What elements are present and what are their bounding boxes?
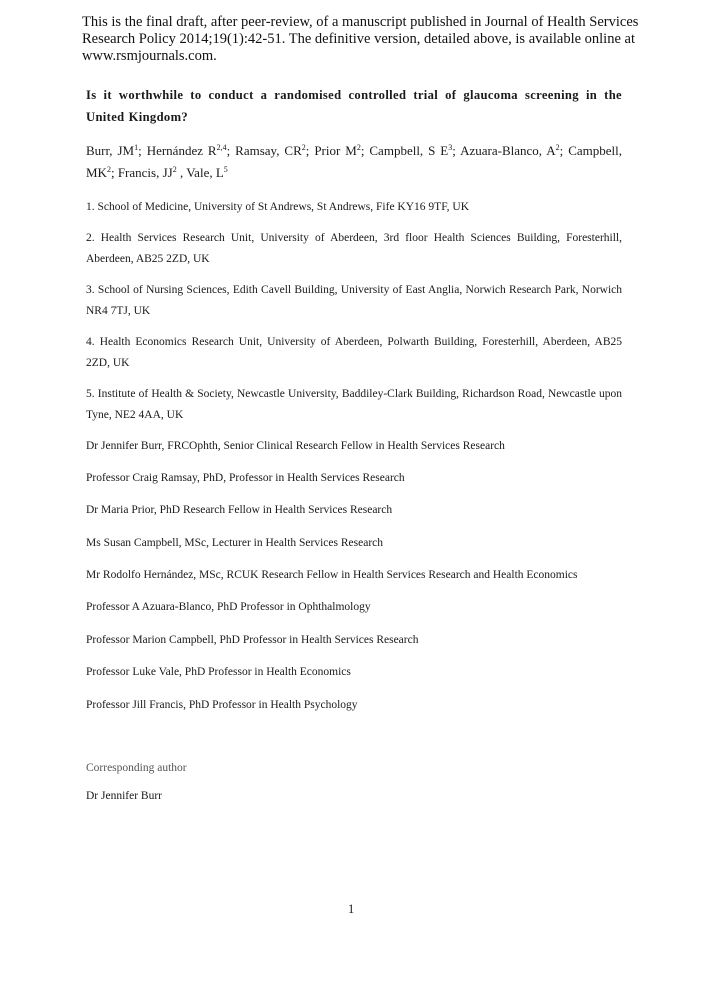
author-separator: ; [110,165,118,180]
author-separator: ; [559,143,569,158]
author-name: Vale, L [186,165,224,180]
author-credential: Ms Susan Campbell, MSc, Lecturer in Health Services Research [86,536,384,549]
author-affiliation-marker: 5 [223,165,228,174]
author-list [86,140,622,184]
page-number: 1 [348,902,355,916]
author-name: Francis, JJ [117,165,173,180]
author-name: Azuara-Blanco, A [460,143,556,158]
author-credential: Mr Rodolfo Hernández, MSc, RCUK Research Fellow in Health Services Research and Health Economics [86,569,578,582]
affiliation-list [86,197,622,427]
author-name: Campbell, S E [369,143,449,158]
manuscript-body [86,84,622,730]
author-separator: , [176,165,187,180]
author-affiliation-marker: 2 [356,143,361,152]
affiliation-item: 1. School of Medicine, University of St Andrews, St Andrews, Fife KY16 9TF, UK [86,201,470,213]
author-affiliation-marker: 1 [134,143,139,152]
author-affiliation-marker: 2,4 [216,143,227,152]
affiliation-item: 3. School of Nursing Sciences, Edith Cavell Building, University of East Anglia, Norwich Research Park, Norwich NR4 7TJ, UK [86,283,622,317]
author-credential: Dr Jennifer Burr, FRCOphth, Senior Clinical Research Fellow in Health Services Research [86,439,505,452]
author-affiliation-marker: 2 [555,143,560,152]
affiliation-item: 4. Health Economics Research Unit, University of Aberdeen, Polwarth Building, Foresterhill, Aberdeen, AB25 2ZD, UK [86,335,622,369]
author-name: Prior M [314,143,357,158]
author-credential: Dr Maria Prior, PhD Research Fellow in Health Services Research [86,504,393,517]
author-separator: ; [452,143,461,158]
affiliation-item: 5. Institute of Health & Society, Newcastle University, Baddiley-Clark Building, Richardson Road, Newcastle upon Tyne, NE2 4AA, UK [86,387,622,421]
affiliation-item: 2. Health Services Research Unit, University of Aberdeen, 3rd floor Health Sciences Building, Foresterhill, Aberdeen, AB25 2ZD, UK [86,231,622,265]
author-name: Campbell, MK [86,143,622,180]
author-affiliation-marker: 2 [106,165,111,174]
author-name: Burr, JM [86,143,135,158]
author-name: Ramsay, CR [235,143,302,158]
author-credential: Professor A Azuara-Blanco, PhD Professor in Ophthalmology [86,601,371,614]
author-affiliation-marker: 2 [301,143,306,152]
author-credentials-list [86,439,622,712]
author-separator: ; [360,143,370,158]
author-separator: ; [305,143,315,158]
author-credential: Professor Marion Campbell, PhD Professor in Health Services Research [86,633,419,646]
corresponding-author-label: Corresponding author [86,762,187,774]
paper-title: Is it worthwhile to conduct a randomised controlled trial of glaucoma screening in the United Kingdom? [86,88,622,124]
author-credential: Professor Luke Vale, PhD Professor in Health Economics [86,666,351,679]
author-separator: ; [138,143,147,158]
author-credential: Professor Jill Francis, PhD Professor in Health Psychology [86,698,358,711]
author-affiliation-marker: 3 [448,143,453,152]
author-separator: ; [226,143,236,158]
publication-notice: This is the final draft, after peer-review, of a manuscript published in Journal of Health Services Research Policy 2014;19(1):42-51. The definitive version, detailed above, is available online at www.rsmjournals.com. [82,14,639,64]
author-credential: Professor Craig Ramsay, PhD, Professor in Health Services Research [86,471,405,484]
author-affiliation-marker: 2 [172,165,177,174]
corresponding-author-name: Dr Jennifer Burr [86,790,163,802]
author-name: Hernández R [146,143,217,158]
